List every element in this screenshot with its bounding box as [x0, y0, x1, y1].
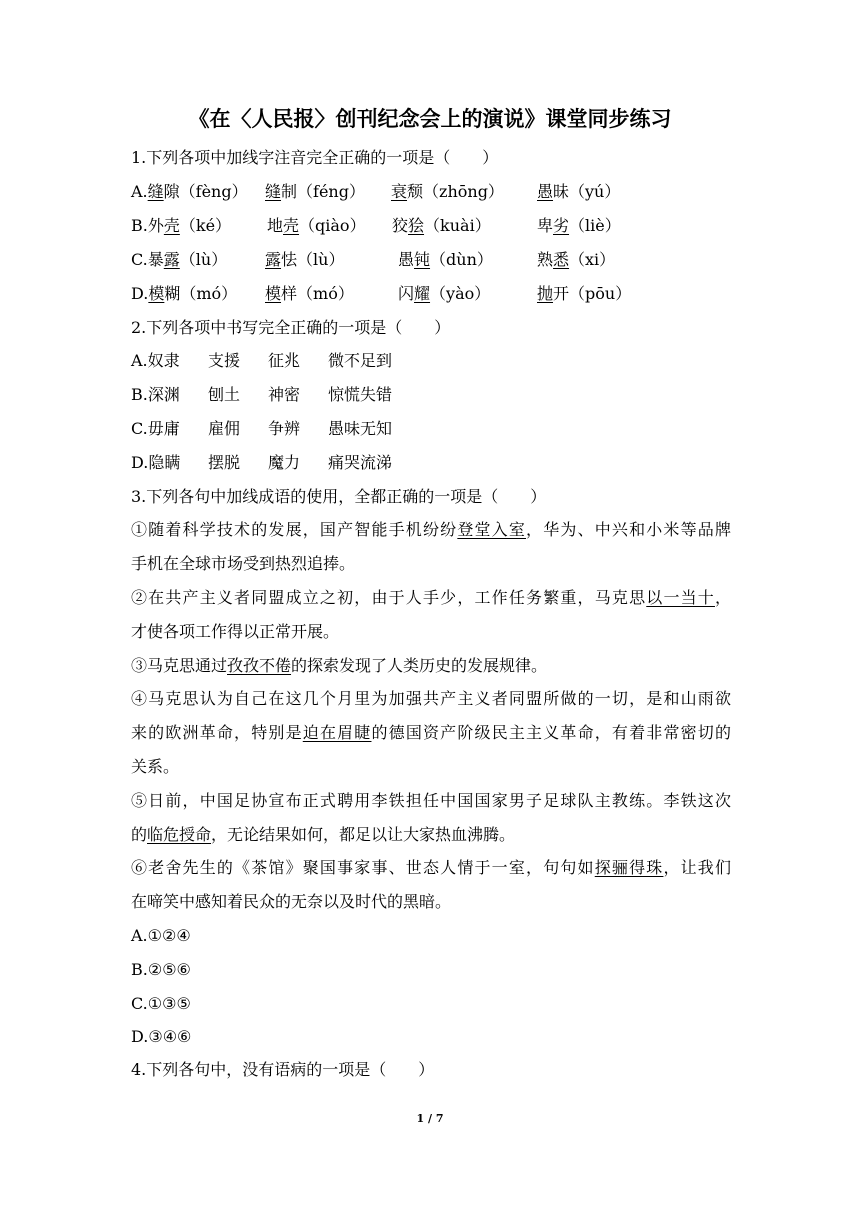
- q3-idiom-3: 孜孜不倦: [227, 656, 292, 675]
- q3-option-a: A.①②④: [131, 926, 191, 945]
- q2-b-word-1: B.深渊: [131, 385, 180, 404]
- q2-b-word-4: 惊慌失错: [328, 385, 393, 404]
- q2-option-d: [131, 452, 731, 474]
- q1-d-item-1: D.模糊（mó）: [131, 284, 238, 303]
- q2-a-word-1: A.奴隶: [131, 351, 180, 370]
- q2-option-a: [131, 350, 731, 372]
- q2-c-word-3: 争辨: [268, 419, 301, 438]
- q3-idiom-5: 临危授命: [147, 825, 212, 844]
- q3-idiom-6: 探骊得珠: [594, 858, 664, 877]
- page-title: 《在〈人民报〉创刊纪念会上的演说》课堂同步练习: [188, 106, 672, 131]
- q1-option-a: [131, 181, 731, 203]
- q3-idiom-2: 以一当十: [646, 588, 715, 607]
- q3-option-b: B.②⑤⑥: [131, 960, 191, 979]
- q3-sentence-6-line-2: 在啼笑中感知着民众的无奈以及时代的黑暗。: [131, 892, 452, 911]
- q3-sentence-4-line-3: 关系。: [131, 757, 180, 776]
- q1-b-item-2: 地壳（qiào）: [267, 216, 366, 235]
- q1-option-d: [131, 283, 731, 305]
- q3-option-d: D.③④⑥: [131, 1027, 192, 1046]
- q1-a-item-2: 缝制（féng）: [265, 182, 365, 201]
- q2-stem: 2.下列各项中书写完全正确的一项是（ ）: [131, 318, 451, 337]
- q1-option-b: [131, 215, 731, 237]
- q3-idiom-4: 迫在眉睫: [302, 723, 372, 742]
- q3-sentence-1-line-2: 手机在全球市场受到热烈追捧。: [131, 554, 356, 573]
- q1-a-item-1: A.缝隙（fèng）: [131, 182, 248, 201]
- q3-sentence-4-line-2: 来的欧洲革命，特别是迫在眉睫的德国资产阶级民主主义革命，有着非常密切的: [131, 723, 731, 742]
- q1-c-item-1: C.暴露（lù）: [131, 250, 228, 269]
- q2-c-word-1: C.毋庸: [131, 419, 180, 438]
- q3-sentence-4-line-1: ④马克思认为自己在这几个月里为加强共产主义者同盟所做的一切，是和山雨欲: [131, 689, 731, 708]
- q3-sentence-6-line-1: ⑥老舍先生的《茶馆》聚国事家事、世态人情于一室，句句如探骊得珠，让我们: [131, 858, 731, 877]
- q1-option-c: [131, 249, 731, 271]
- q2-c-word-2: 雇佣: [208, 419, 241, 438]
- q3-idiom-1: 登堂入室: [457, 520, 527, 539]
- q2-a-word-2: 支援: [208, 351, 241, 370]
- q3-stem: 3.下列各句中加线成语的使用，全都正确的一项是（ ）: [131, 487, 547, 506]
- q2-option-c: [131, 418, 731, 440]
- q2-d-word-2: 摆脱: [208, 453, 241, 472]
- q1-a-item-3: 衰颓（zhōng）: [391, 182, 504, 201]
- q2-d-word-4: 痛哭流涕: [328, 453, 393, 472]
- q1-b-item-4: 卑劣（liè）: [537, 216, 621, 235]
- q1-d-item-2: 模样（mó）: [265, 284, 354, 303]
- q1-a-item-4: 愚昧（yú）: [537, 182, 621, 201]
- q3-sentence-5-line-1: ⑤日前，中国足协宣布正式聘用李铁担任中国国家男子足球队主教练。李铁这次: [131, 791, 731, 810]
- q1-c-item-3: 愚钝（dùn）: [398, 250, 493, 269]
- q1-stem: 1.下列各项中加线字注音完全正确的一项是（ ）: [131, 148, 499, 167]
- q3-sentence-2-line-2: 才使各项工作得以正常开展。: [131, 622, 340, 641]
- q1-c-item-4: 熟悉（xi）: [537, 250, 616, 269]
- q2-b-word-2: 刨土: [208, 385, 241, 404]
- q2-option-b: [131, 384, 731, 406]
- q1-b-item-1: B.外壳（ké）: [131, 216, 232, 235]
- q3-option-c: C.①③⑤: [131, 994, 191, 1013]
- q1-b-item-3: 狡狯（kuài）: [392, 216, 491, 235]
- page-number: 1 / 7: [416, 1112, 444, 1125]
- q3-sentence-3: ③马克思通过孜孜不倦的探索发现了人类历史的发展规律。: [131, 656, 548, 675]
- q3-sentence-2-line-1: ②在共产主义者同盟成立之初，由于人手少，工作任务繁重，马克思以一当十，: [131, 588, 731, 607]
- q3-sentence-5-line-2: 的临危授命，无论结果如何，都足以让大家热血沸腾。: [131, 825, 516, 844]
- q1-c-item-2: 露怯（lù）: [265, 250, 345, 269]
- q2-a-word-3: 征兆: [268, 351, 301, 370]
- q2-c-word-4: 愚味无知: [328, 419, 393, 438]
- q4-stem: 4.下列各句中，没有语病的一项是（ ）: [131, 1060, 435, 1079]
- q1-d-item-3: 闪耀（yào）: [398, 284, 491, 303]
- q2-b-word-3: 神密: [268, 385, 301, 404]
- q2-a-word-4: 微不足到: [328, 351, 393, 370]
- q2-d-word-3: 魔力: [268, 453, 301, 472]
- q2-d-word-1: D.隐瞒: [131, 453, 181, 472]
- q3-sentence-1-line-1: ①随着科学技术的发展，国产智能手机纷纷登堂入室，华为、中兴和小米等品牌: [131, 520, 731, 539]
- q1-d-item-4: 抛开（pōu）: [537, 284, 632, 303]
